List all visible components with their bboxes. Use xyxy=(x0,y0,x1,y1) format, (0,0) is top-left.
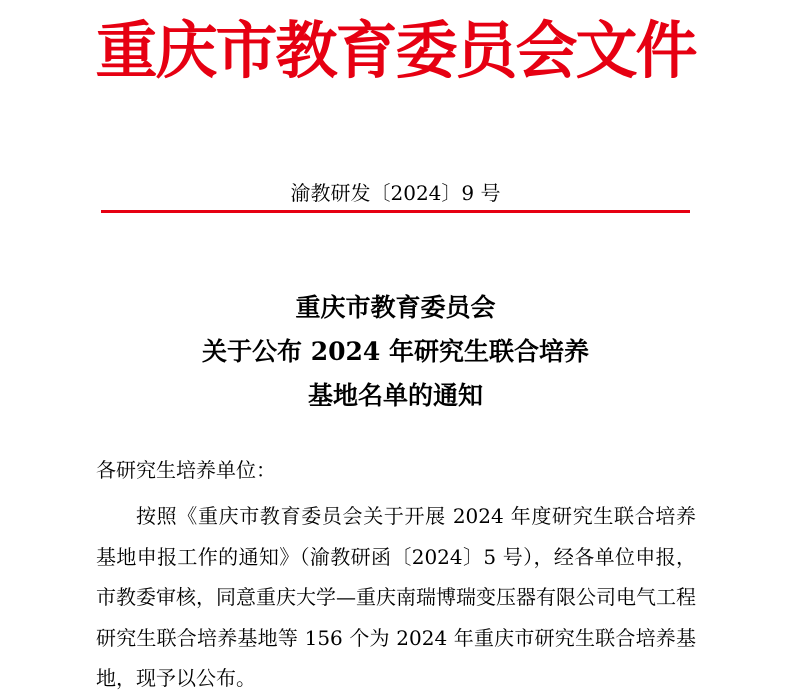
title-line-3: 基地名单的通知 xyxy=(307,381,483,410)
document-number: 渝教研发〔2024〕9 号 xyxy=(290,181,501,205)
red-divider-line xyxy=(101,210,690,213)
title-line-1: 重庆市教育委员会 xyxy=(295,293,496,322)
title-line-2: 关于公布 2024 年研究生联合培养 xyxy=(202,337,589,366)
issuer-masthead: 重庆市教育委员会文件 xyxy=(95,14,696,87)
body-paragraph: 按照《重庆市教育委员会关于开展 2024 年度研究生联合培养基地申报工作的通知》（渝教研函〔2024〕5 号），经各单位申报，市教委审核，同意重庆大学—重庆南瑞博瑞变压器有限公司电气工程研究生联合培养基地等 156 个为 2024 年重庆市研究生联合培养基地，现予以公布。 xyxy=(96,504,696,690)
document-title xyxy=(0,286,791,418)
salutation: 各研究生培养单位： xyxy=(96,458,276,482)
